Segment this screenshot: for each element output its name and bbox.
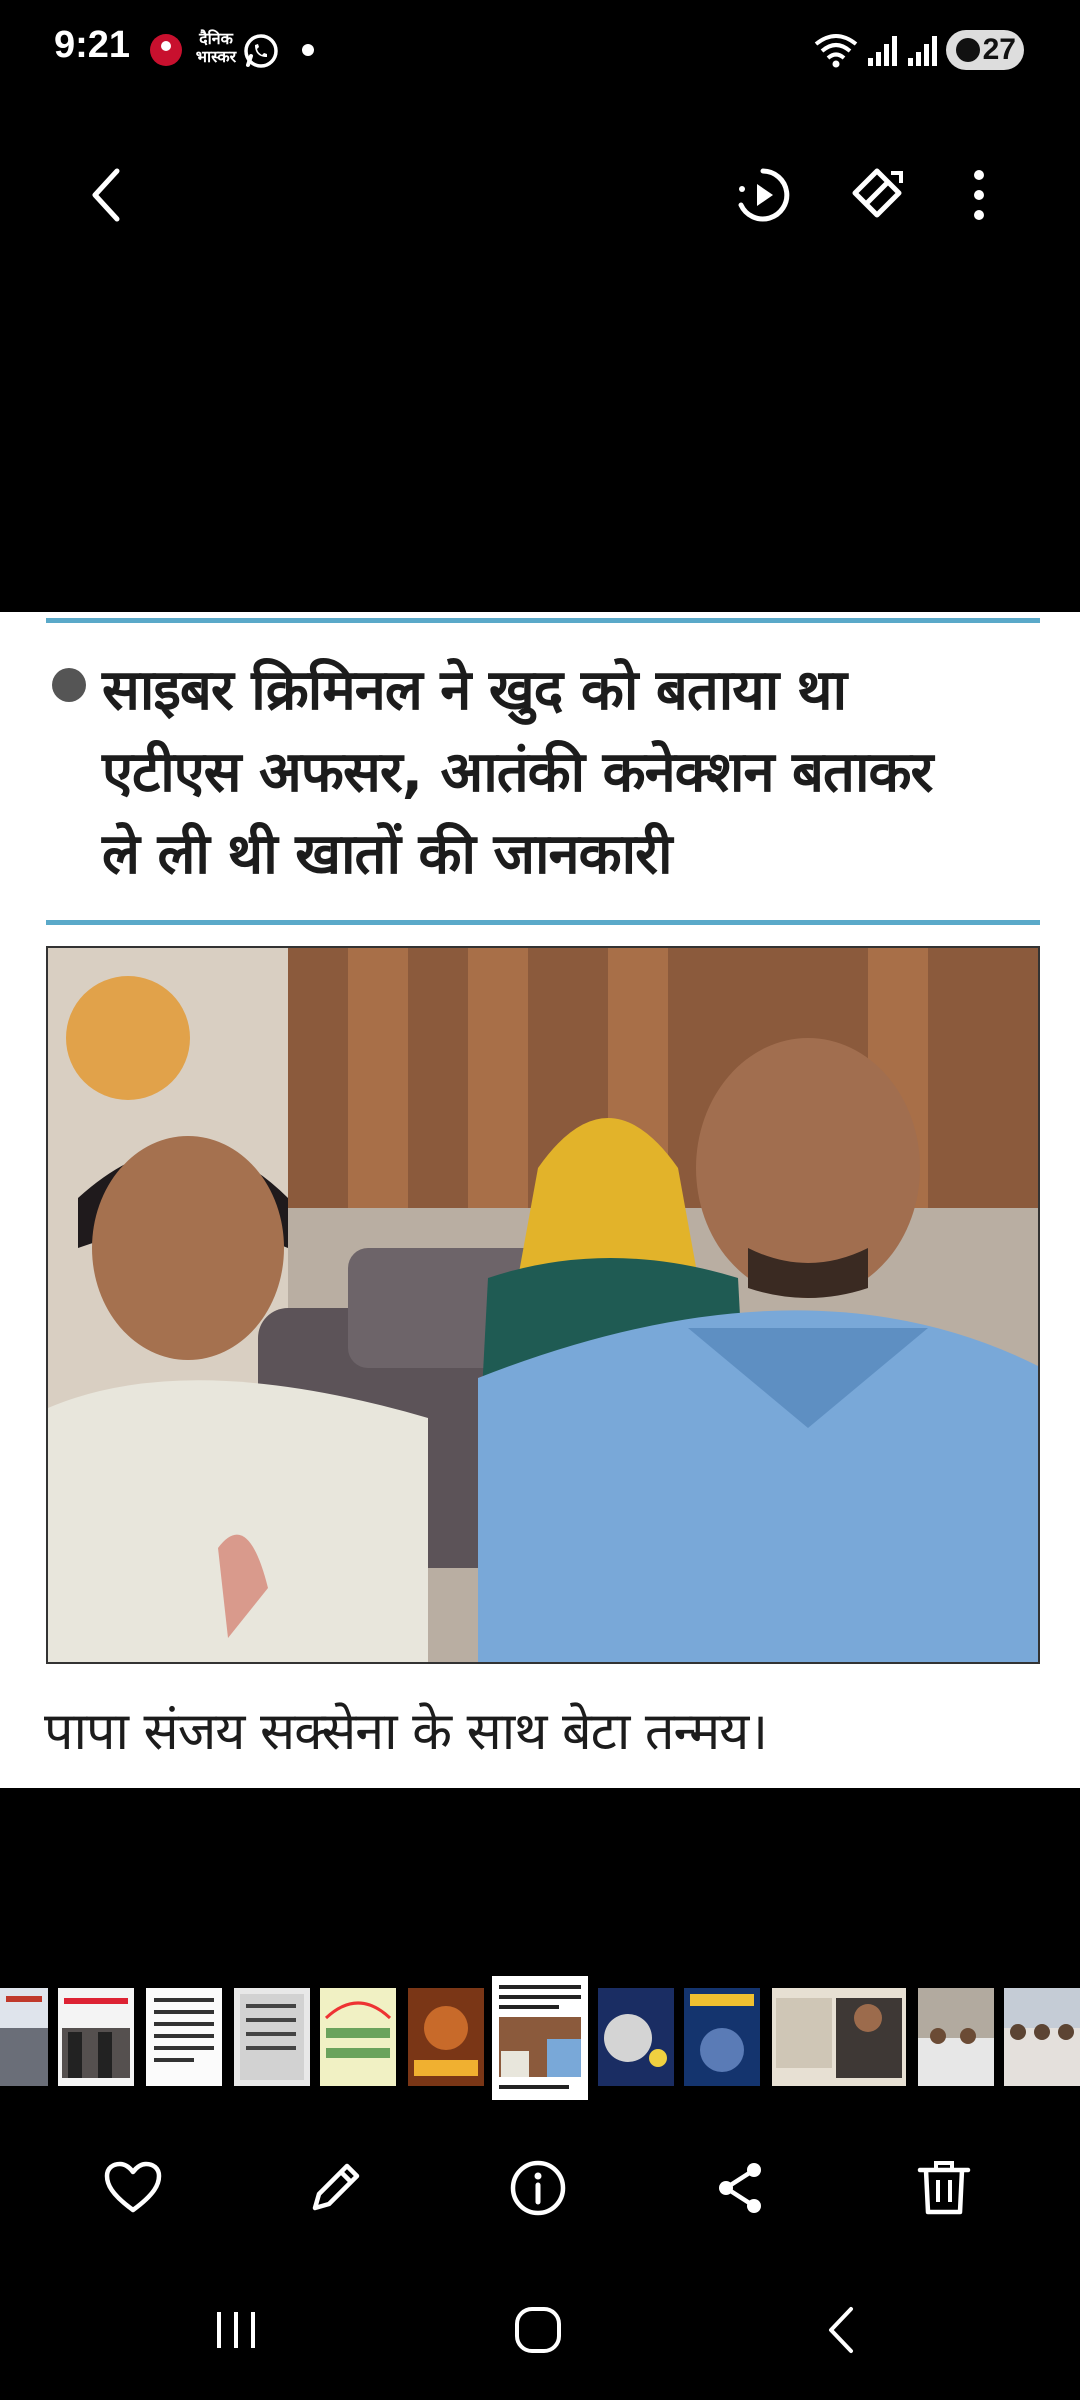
share-button[interactable]	[700, 2148, 780, 2228]
more-notifications-dot	[302, 44, 314, 56]
thumbnail[interactable]	[598, 1988, 674, 2086]
home-icon	[513, 2305, 563, 2355]
thumbnail[interactable]	[408, 1988, 484, 2086]
location-notification-icon	[150, 34, 182, 66]
battery-level: 27	[982, 33, 1016, 66]
rotate-button[interactable]	[842, 160, 912, 230]
thumbnail[interactable]	[918, 1988, 994, 2086]
favorite-button[interactable]	[93, 2148, 173, 2228]
thumbnail[interactable]	[1004, 1988, 1080, 2086]
headline-line: एटीएस अफसर, आतंकी कनेक्शन बताकर	[102, 740, 933, 805]
news-photograph	[46, 946, 1040, 1664]
edit-button[interactable]	[295, 2148, 375, 2228]
thumbnail[interactable]	[772, 1988, 906, 2086]
signal-icon-sim2	[906, 32, 940, 68]
status-bar	[0, 0, 1080, 100]
slideshow-button[interactable]	[728, 160, 798, 230]
thumbnail[interactable]	[320, 1988, 396, 2086]
wifi-icon	[812, 30, 860, 70]
recents-icon	[211, 2308, 261, 2352]
details-button[interactable]	[498, 2148, 578, 2228]
photo-illustration	[48, 948, 1040, 1664]
photo-viewer-image[interactable]	[0, 612, 1080, 1788]
back-icon	[825, 2305, 859, 2355]
more-options-button[interactable]	[944, 160, 1014, 230]
thumbnail[interactable]	[58, 1988, 134, 2086]
thumbnail[interactable]	[146, 1988, 222, 2086]
whatsapp-notification-icon	[242, 32, 280, 70]
rotate-icon	[847, 165, 907, 225]
bullet	[52, 668, 86, 702]
thumbnail[interactable]	[0, 1988, 48, 2086]
recents-button[interactable]	[196, 2290, 276, 2370]
battery-saver-icon	[956, 38, 980, 62]
nav-back-button[interactable]	[802, 2290, 882, 2370]
headline	[102, 650, 1062, 896]
clock: 9:21	[54, 24, 131, 66]
headline-line: ले ली थी खातों की जानकारी	[102, 822, 672, 887]
headline-line: साइबर क्रिमिनल ने खुद को बताया था	[102, 658, 847, 723]
home-button[interactable]	[498, 2290, 578, 2370]
play-circle-icon	[733, 165, 793, 225]
dainik-bhaskar-notification-icon: दैनिक भास्कर	[195, 29, 237, 66]
battery-indicator	[946, 30, 1024, 70]
thumbnail[interactable]	[684, 1988, 760, 2086]
trash-icon	[916, 2158, 972, 2218]
signal-icon-sim1	[866, 32, 900, 68]
thumbnail-strip[interactable]	[0, 1976, 1080, 2106]
thumbnail[interactable]	[234, 1988, 310, 2086]
info-icon	[508, 2158, 568, 2218]
bottom-rule	[46, 920, 1040, 925]
thumbnail-active[interactable]	[492, 1976, 588, 2100]
more-vertical-icon	[969, 165, 989, 225]
back-button[interactable]	[72, 160, 142, 230]
chevron-left-icon	[87, 167, 127, 223]
delete-button[interactable]	[904, 2148, 984, 2228]
share-icon	[710, 2158, 770, 2218]
photo-caption: पापा संजय सक्सेना के साथ बेटा तन्मय।	[44, 1702, 768, 1762]
heart-icon	[103, 2160, 163, 2216]
top-rule	[46, 618, 1040, 623]
pencil-icon	[305, 2158, 365, 2218]
